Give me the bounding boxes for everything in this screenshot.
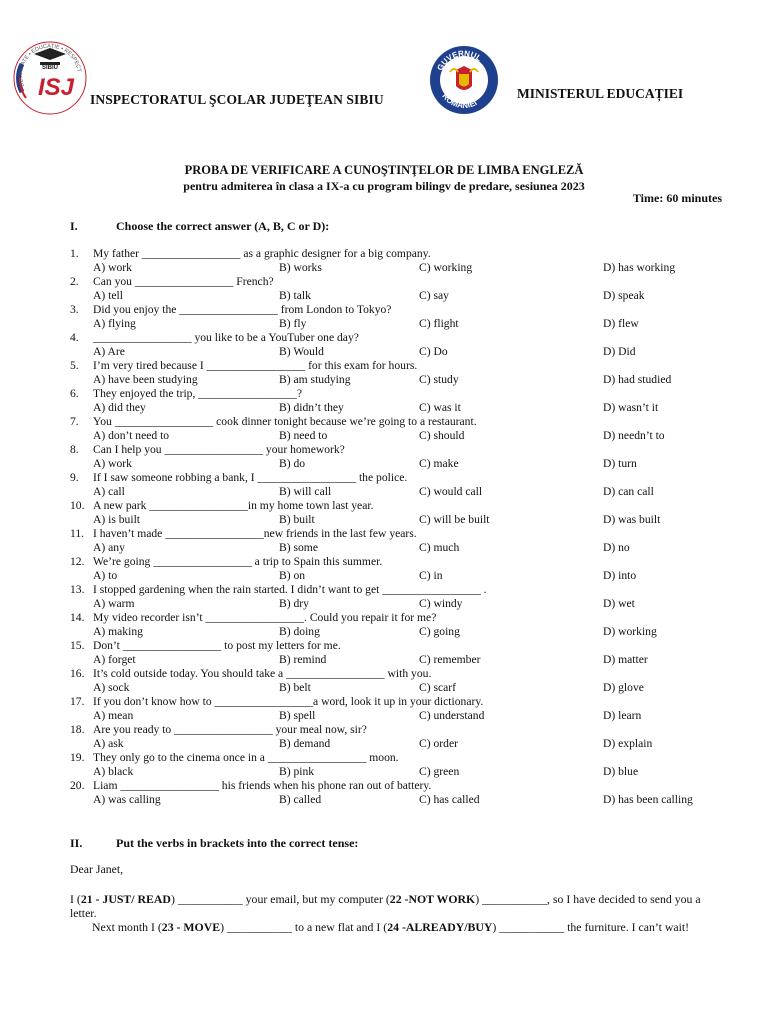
option-b[interactable]: B) demand bbox=[279, 737, 331, 750]
question-item bbox=[70, 611, 730, 639]
answer-options bbox=[93, 541, 733, 555]
option-d[interactable]: D) no bbox=[603, 541, 630, 554]
option-c[interactable]: C) green bbox=[419, 765, 460, 778]
option-a[interactable]: A) to bbox=[93, 569, 118, 582]
option-b[interactable]: B) need to bbox=[279, 429, 328, 442]
option-a[interactable]: A) have been studying bbox=[93, 373, 198, 386]
question-text: It’s cold outside today. You should take a _________________ with you. bbox=[93, 667, 432, 680]
option-c[interactable]: C) has called bbox=[419, 793, 480, 806]
question-text: You _________________ cook dinner tonight because we’re going to a restaurant. bbox=[93, 415, 477, 428]
exam-subtitle: pentru admiterea în clasa a IX-a cu program bilingv de predare, sesiunea 2023 bbox=[183, 179, 585, 193]
option-c[interactable]: C) order bbox=[419, 737, 458, 750]
answer-options bbox=[93, 737, 733, 751]
answer-options bbox=[93, 793, 733, 807]
option-a[interactable]: A) making bbox=[93, 625, 143, 638]
answer-options bbox=[93, 681, 733, 695]
letter-text-fragment: ) ___________ to a new flat and I ( bbox=[220, 920, 388, 934]
option-b[interactable]: B) didn’t they bbox=[279, 401, 344, 414]
letter-text-fragment: ) ___________ the furniture. I can’t wait! bbox=[492, 920, 690, 934]
seal-top-text: GUVERNUL bbox=[435, 48, 484, 73]
answer-options bbox=[93, 401, 733, 415]
option-c[interactable]: C) going bbox=[419, 625, 460, 638]
option-c[interactable]: C) Do bbox=[419, 345, 448, 358]
question-number: 14. bbox=[70, 611, 85, 624]
question-text: I stopped gardening when the rain started. I didn’t want to get _________________ . bbox=[93, 583, 487, 596]
option-d[interactable]: D) can call bbox=[603, 485, 654, 498]
option-a[interactable]: A) black bbox=[93, 765, 134, 778]
option-a[interactable]: A) is built bbox=[93, 513, 141, 526]
question-text: They enjoyed the trip, _________________? bbox=[93, 387, 302, 400]
question-text: Can you _________________ French? bbox=[93, 275, 274, 288]
isj-logo-ring-text: DEMNITATE • EDUCAȚIE • RESPECT bbox=[17, 43, 82, 88]
question-item bbox=[70, 751, 730, 779]
question-number: 7. bbox=[70, 415, 79, 428]
option-a[interactable]: A) flying bbox=[93, 317, 136, 330]
option-a[interactable]: A) sock bbox=[93, 681, 130, 694]
option-a[interactable]: A) don’t need to bbox=[93, 429, 170, 442]
option-a[interactable]: A) work bbox=[93, 261, 132, 274]
option-d[interactable]: D) into bbox=[603, 569, 637, 582]
option-a[interactable]: A) forget bbox=[93, 653, 136, 666]
answer-options bbox=[93, 765, 733, 779]
question-text: Liam _________________ his friends when his phone ran out of battery. bbox=[93, 779, 432, 792]
isj-logo-mark: ISJ bbox=[38, 74, 75, 101]
question-item bbox=[70, 443, 730, 471]
verb-prompt-24: 24 -ALREADY/BUY bbox=[387, 920, 493, 934]
question-list bbox=[70, 247, 730, 807]
question-text: Are you ready to _________________ your meal now, sir? bbox=[93, 723, 367, 736]
option-d[interactable]: D) was built bbox=[603, 513, 661, 526]
question-number: 11. bbox=[70, 527, 85, 540]
letter-text bbox=[70, 862, 722, 934]
option-c[interactable]: C) understand bbox=[419, 709, 485, 722]
option-d[interactable]: D) matter bbox=[603, 653, 648, 666]
question-number: 9. bbox=[70, 471, 79, 484]
question-item bbox=[70, 527, 730, 555]
option-b[interactable]: B) pink bbox=[279, 765, 315, 778]
option-a[interactable]: A) work bbox=[93, 457, 132, 470]
option-b[interactable]: B) am studying bbox=[279, 373, 351, 386]
option-a[interactable]: A) tell bbox=[93, 289, 123, 302]
option-d[interactable]: D) learn bbox=[603, 709, 642, 722]
question-item bbox=[70, 695, 730, 723]
question-number: 4. bbox=[70, 331, 79, 344]
letter-paragraph-2 bbox=[70, 920, 722, 934]
question-item bbox=[70, 471, 730, 499]
answer-options bbox=[93, 289, 733, 303]
question-text: They only go to the cinema once in a _________________ moon. bbox=[93, 751, 399, 764]
letter-text-fragment: Next month I ( bbox=[92, 920, 162, 934]
option-b[interactable]: B) do bbox=[279, 457, 306, 470]
question-number: 18. bbox=[70, 723, 85, 736]
option-d[interactable]: D) had studied bbox=[603, 373, 672, 386]
option-c[interactable]: C) say bbox=[419, 289, 449, 302]
verb-prompt-22: 22 -NOT WORK bbox=[389, 892, 476, 906]
question-text: If you don’t know how to _________________a word, look it up in your dictionary. bbox=[93, 695, 484, 708]
letter-greeting: Dear Janet, bbox=[70, 862, 124, 876]
verb-prompt-21: 21 - JUST/ READ bbox=[80, 892, 171, 906]
answer-options bbox=[93, 345, 733, 359]
question-number: 8. bbox=[70, 443, 79, 456]
option-d[interactable]: D) glove bbox=[603, 681, 644, 694]
question-number: 5. bbox=[70, 359, 79, 372]
question-text: We’re going _________________ a trip to Spain this summer. bbox=[93, 555, 383, 568]
question-item bbox=[70, 387, 730, 415]
answer-options bbox=[93, 485, 733, 499]
option-b[interactable]: B) remind bbox=[279, 653, 327, 666]
question-text: I’m very tired because I _________________ for this exam for hours. bbox=[93, 359, 418, 372]
isj-logo bbox=[12, 40, 88, 116]
option-d[interactable]: D) turn bbox=[603, 457, 637, 470]
question-item bbox=[70, 303, 730, 331]
option-b[interactable]: B) will call bbox=[279, 485, 332, 498]
question-number: 1. bbox=[70, 247, 79, 260]
answer-options bbox=[93, 373, 733, 387]
answer-options bbox=[93, 261, 733, 275]
letter-text-fragment: ) ___________, so I have decided to send you a letter. bbox=[70, 892, 701, 920]
question-item bbox=[70, 415, 730, 443]
option-c[interactable]: C) remember bbox=[419, 653, 481, 666]
ministry-name: MINISTERUL EDUCAȚIEI bbox=[517, 86, 684, 101]
option-d[interactable]: D) explain bbox=[603, 737, 653, 750]
answer-options bbox=[93, 457, 733, 471]
section-2-number: II. bbox=[70, 836, 83, 850]
question-item bbox=[70, 359, 730, 387]
question-number: 19. bbox=[70, 751, 85, 764]
question-item bbox=[70, 583, 730, 611]
question-item bbox=[70, 639, 730, 667]
option-c[interactable]: C) in bbox=[419, 569, 443, 582]
option-d[interactable]: D) has working bbox=[603, 261, 676, 274]
answer-options bbox=[93, 653, 733, 667]
option-b[interactable]: B) talk bbox=[279, 289, 311, 302]
question-text: I haven’t made _________________new friends in the last few years. bbox=[93, 527, 417, 540]
option-c[interactable]: C) working bbox=[419, 261, 473, 274]
isj-logo-city: SIBIU bbox=[42, 65, 59, 71]
section-1-number: I. bbox=[70, 219, 78, 233]
question-item bbox=[70, 667, 730, 695]
answer-options bbox=[93, 569, 733, 583]
question-item bbox=[70, 555, 730, 583]
question-number: 15. bbox=[70, 639, 85, 652]
option-a[interactable]: A) warm bbox=[93, 597, 135, 610]
question-number: 3. bbox=[70, 303, 79, 316]
question-item bbox=[70, 275, 730, 303]
option-b[interactable]: B) some bbox=[279, 541, 318, 554]
question-text: Can I help you _________________ your homework? bbox=[93, 443, 345, 456]
option-b[interactable]: B) works bbox=[279, 261, 322, 274]
option-d[interactable]: D) speak bbox=[603, 289, 645, 302]
option-b[interactable]: B) dry bbox=[279, 597, 309, 610]
question-number: 16. bbox=[70, 667, 85, 680]
question-number: 20. bbox=[70, 779, 85, 792]
option-a[interactable]: A) ask bbox=[93, 737, 124, 750]
option-b[interactable]: B) spell bbox=[279, 709, 316, 722]
option-a[interactable]: A) call bbox=[93, 485, 125, 498]
option-c[interactable]: C) should bbox=[419, 429, 465, 442]
answer-options bbox=[93, 317, 733, 331]
option-c[interactable]: C) will be built bbox=[419, 513, 490, 526]
option-b[interactable]: B) built bbox=[279, 513, 315, 526]
question-item bbox=[70, 779, 730, 807]
question-item bbox=[70, 331, 730, 359]
letter-text-fragment: ) ___________ your email, but my computer ( bbox=[170, 892, 390, 906]
question-item bbox=[70, 247, 730, 275]
option-c[interactable]: C) would call bbox=[419, 485, 483, 498]
verb-prompt-23: 23 - MOVE bbox=[161, 920, 221, 934]
question-number: 13. bbox=[70, 583, 85, 596]
option-c[interactable]: C) study bbox=[419, 373, 459, 386]
option-d[interactable]: D) working bbox=[603, 625, 657, 638]
question-number: 6. bbox=[70, 387, 79, 400]
answer-options bbox=[93, 709, 733, 723]
option-a[interactable]: A) Are bbox=[93, 345, 125, 358]
option-b[interactable]: B) fly bbox=[279, 317, 307, 330]
option-c[interactable]: C) windy bbox=[419, 597, 463, 610]
question-text: _________________ you like to be a YouTuber one day? bbox=[93, 331, 359, 344]
answer-options bbox=[93, 429, 733, 443]
answer-options bbox=[93, 513, 733, 527]
option-b[interactable]: B) Would bbox=[279, 345, 324, 358]
option-b[interactable]: B) belt bbox=[279, 681, 311, 694]
question-item bbox=[70, 499, 730, 527]
letter-paragraph-1 bbox=[70, 892, 722, 920]
exam-title: PROBA DE VERIFICARE A CUNOŞTINŢELOR DE LIMBA ENGLEZĂ bbox=[184, 163, 584, 177]
option-a[interactable]: A) any bbox=[93, 541, 125, 554]
question-text: Did you enjoy the _________________ from London to Tokyo? bbox=[93, 303, 392, 316]
question-number: 10. bbox=[70, 499, 85, 512]
option-d[interactable]: D) wet bbox=[603, 597, 635, 610]
letter-text-fragment: I ( bbox=[70, 892, 81, 906]
seal-bottom-text: ROMÂNIEI bbox=[440, 91, 479, 111]
section-2-instruction: Put the verbs in brackets into the correct tense: bbox=[116, 836, 359, 850]
question-text: Don’t _________________ to post my letters for me. bbox=[93, 639, 341, 652]
question-number: 17. bbox=[70, 695, 85, 708]
question-text: A new park _________________in my home town last year. bbox=[93, 499, 374, 512]
option-a[interactable]: A) was calling bbox=[93, 793, 161, 806]
option-a[interactable]: A) mean bbox=[93, 709, 134, 722]
option-d[interactable]: D) Did bbox=[603, 345, 636, 358]
option-c[interactable]: C) much bbox=[419, 541, 460, 554]
option-b[interactable]: B) called bbox=[279, 793, 322, 806]
question-text: My father _________________ as a graphic designer for a big company. bbox=[93, 247, 431, 260]
option-c[interactable]: C) was it bbox=[419, 401, 461, 414]
answer-options bbox=[93, 597, 733, 611]
option-d[interactable]: D) flew bbox=[603, 317, 639, 330]
inspectorate-name: INSPECTORATUL ŞCOLAR JUDEŢEAN SIBIU bbox=[90, 92, 384, 107]
option-d[interactable]: D) has been calling bbox=[603, 793, 693, 806]
option-b[interactable]: B) doing bbox=[279, 625, 320, 638]
answer-options bbox=[93, 625, 733, 639]
government-seal bbox=[428, 44, 500, 116]
option-b[interactable]: B) on bbox=[279, 569, 306, 582]
option-c[interactable]: C) flight bbox=[419, 317, 459, 330]
section-1-instruction: Choose the correct answer (A, B, C or D): bbox=[116, 219, 330, 233]
question-number: 12. bbox=[70, 555, 85, 568]
option-d[interactable]: D) blue bbox=[603, 765, 639, 778]
option-a[interactable]: A) did they bbox=[93, 401, 146, 414]
question-text: My video recorder isn’t _________________. Could you repair it for me? bbox=[93, 611, 437, 624]
option-c[interactable]: C) scarf bbox=[419, 681, 457, 694]
time-limit: Time: 60 minutes bbox=[632, 191, 722, 205]
question-number: 2. bbox=[70, 275, 79, 288]
option-c[interactable]: C) make bbox=[419, 457, 459, 470]
question-text: If I saw someone robbing a bank, I _________________ the police. bbox=[93, 471, 408, 484]
question-item bbox=[70, 723, 730, 751]
option-d[interactable]: D) wasn’t it bbox=[603, 401, 659, 414]
option-d[interactable]: D) needn’t to bbox=[603, 429, 665, 442]
